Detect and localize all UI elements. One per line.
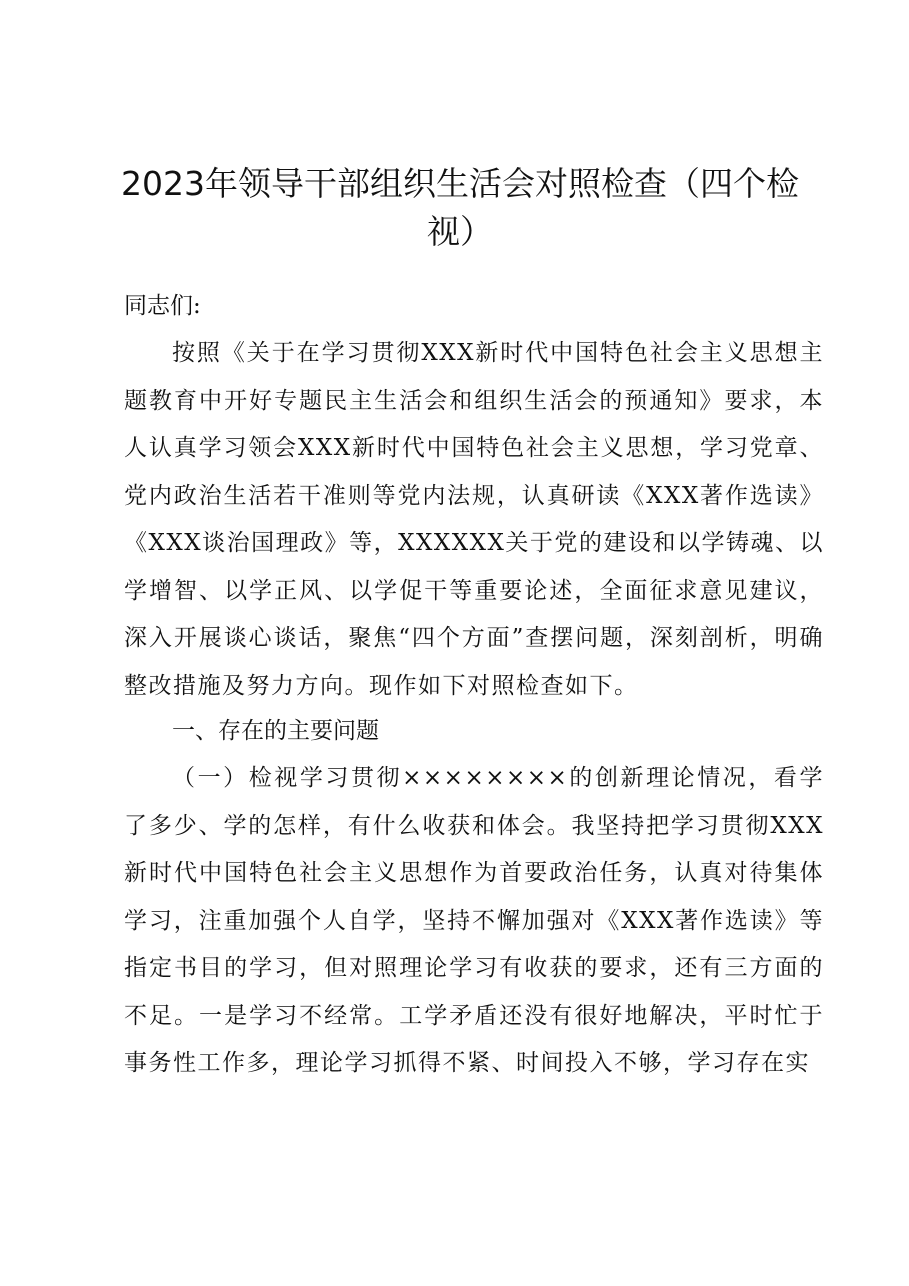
paragraph-intro: 按照《关于在学习贯彻XXX新时代中国特色社会主义思想主题教育中开好专题民主生活会和组织生活会的预通知》要求，本人认真学习领会XXX新时代中国特色社会主义思想，学习党章、党内政治生活若干准则等党内法规，认真研读《XXX著作选读》《XXX谈治国理政》等，XXXXXX关于党的建设和以学铸魂、以学增智、以学正风、以学促干等重要论述，全面征求意见建议，深入开展谈心谈话，聚焦“四个方面”查摆问题，深刻剖析，明确整改措施及努力方向。现作如下对照检查如下。	[124, 340, 824, 699]
salutation: 同志们:	[124, 293, 201, 319]
document-title: 2023年领导干部组织生活会对照检查（四个检视）	[121, 164, 799, 251]
paragraph-study: （一）检视学习贯彻××××××××的创新理论情况，看学了多少、学的怎样，有什么收获和体会。我坚持把学习贯彻XXX新时代中国特色社会主义思想作为首要政治任务，认真对待集体学习，注重加强个人自学，坚持不懈加强对《XXX著作选读》等指定书目的学习，但对照理论学习有收获的要求，还有三方面的不足。一是学习不经常。工学矛盾还没有很好地解决，平时忙于事务性工作多，理论学习抓得不紧、时间投入不够，学习存在实	[124, 765, 824, 1076]
section-heading: 一、存在的主要问题	[172, 718, 379, 744]
